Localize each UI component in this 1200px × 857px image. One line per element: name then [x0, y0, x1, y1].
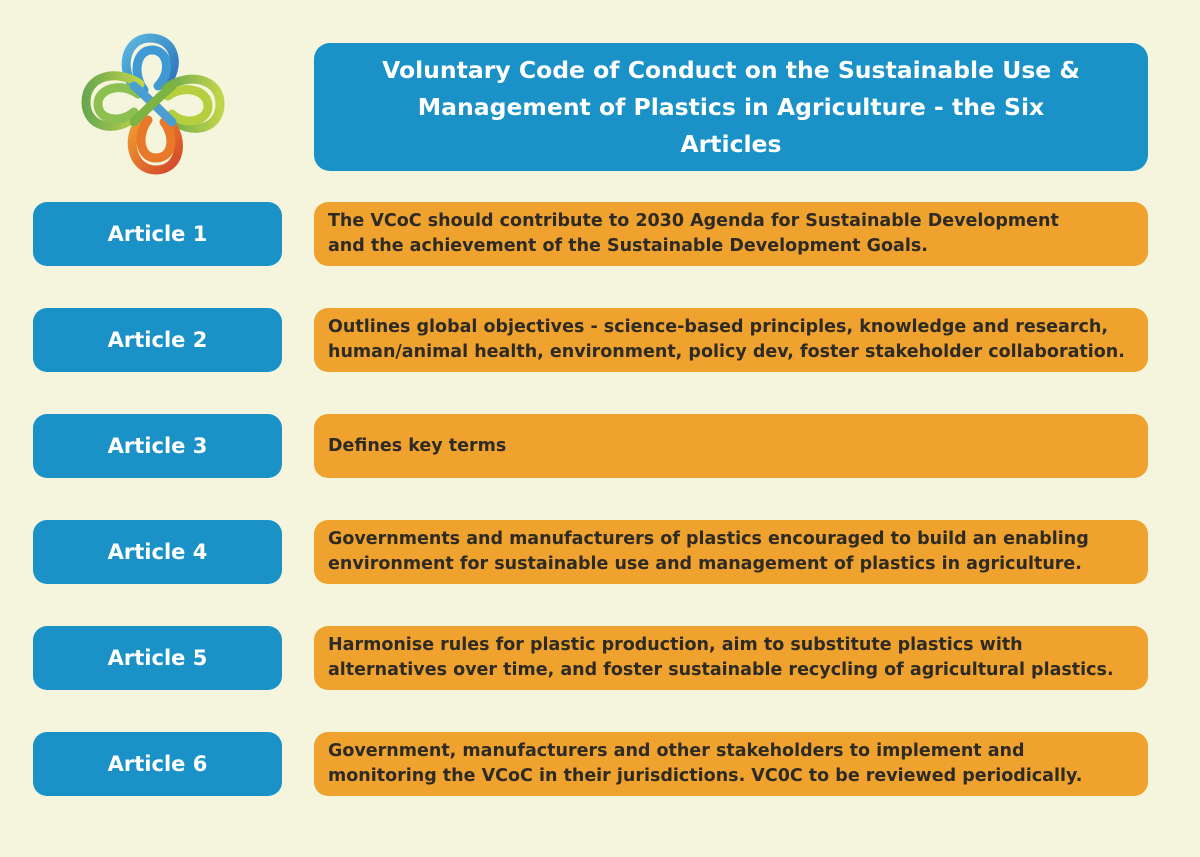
- article-label: Article 6: [33, 732, 282, 796]
- article-description: Defines key terms: [314, 414, 1148, 478]
- article-description: Government, manufacturers and other stakeholders to implement and monitoring the VCoC in their jurisdictions. VC0C to be reviewed periodically.: [314, 732, 1148, 796]
- article-row: [0, 308, 1200, 372]
- article-label: Article 2: [33, 308, 282, 372]
- article-row: [0, 414, 1200, 478]
- article-label: Article 4: [33, 520, 282, 584]
- article-description: Governments and manufacturers of plastics encouraged to build an enabling environment for sustainable use and management of plastics in agriculture.: [314, 520, 1148, 584]
- title-banner: [314, 43, 1148, 171]
- article-row: [0, 520, 1200, 584]
- article-label: Article 3: [33, 414, 282, 478]
- interlocking-loops-logo-icon: [78, 28, 228, 178]
- article-label: Article 5: [33, 626, 282, 690]
- article-row: [0, 202, 1200, 266]
- article-description: Outlines global objectives - science-based principles, knowledge and research, human/animal health, environment, policy dev, foster stakeholder collaboration.: [314, 308, 1148, 372]
- article-row: [0, 626, 1200, 690]
- page-title: Voluntary Code of Conduct on the Sustainable Use & Management of Plastics in Agriculture - the Six Articles: [382, 55, 1080, 158]
- article-description: The VCoC should contribute to 2030 Agenda for Sustainable Development and the achievement of the Sustainable Development Goals.: [314, 202, 1148, 266]
- article-row: [0, 732, 1200, 796]
- article-label: Article 1: [33, 202, 282, 266]
- article-description: Harmonise rules for plastic production, aim to substitute plastics with alternatives over time, and foster sustainable recycling of agricultural plastics.: [314, 626, 1148, 690]
